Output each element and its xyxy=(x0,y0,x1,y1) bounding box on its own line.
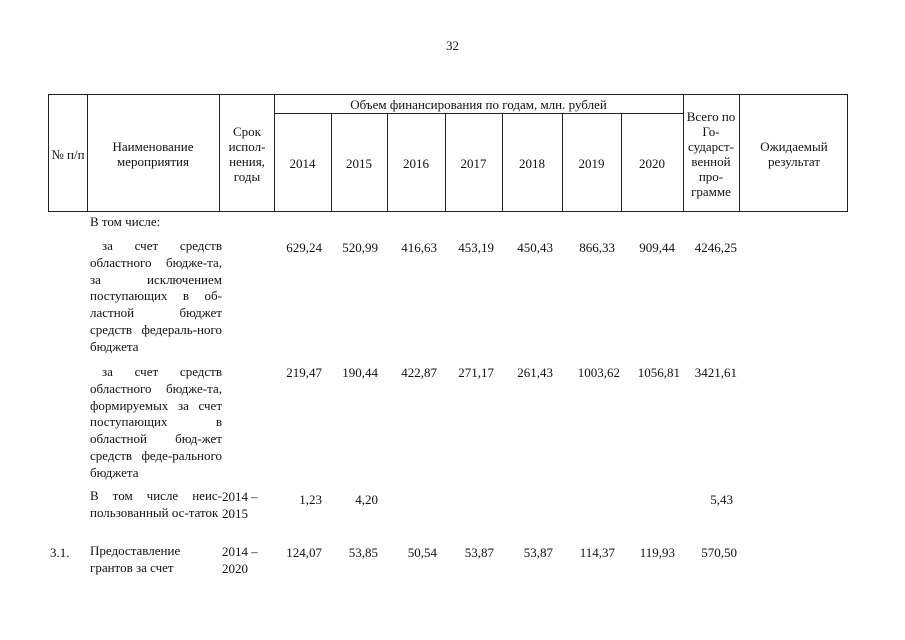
row-description: за счет средств областного бюдже-та, за исключением поступающих в об-ластной бюджет средств федераль-ного бюджета xyxy=(90,238,222,354)
row-description: Предоставление грантов за счет xyxy=(90,543,181,575)
header-year: 2019 xyxy=(578,155,605,171)
value-2020: 1056,81 xyxy=(637,365,680,380)
value-total: 570,50 xyxy=(701,545,737,560)
row-term: 2014 – 2020 xyxy=(222,544,258,576)
value-2014: 124,07 xyxy=(286,545,322,560)
value-2014: 1,23 xyxy=(299,492,322,507)
value-2016: 416,63 xyxy=(401,240,437,255)
including-label: В том числе: xyxy=(90,214,161,229)
value-2016: 50,54 xyxy=(407,545,437,560)
row-term: 2014 – 2015 xyxy=(222,489,258,521)
value-2018: 450,43 xyxy=(517,240,553,255)
value-2017: 53,87 xyxy=(464,545,494,560)
value-2015: 4,20 xyxy=(355,492,378,507)
row-description: В том числе неис-пользованный ос-таток xyxy=(90,488,222,520)
row-description: за счет средств областного бюдже-та, формируемых за счет поступающих в областной бюд-жет средств феде-рального бюджета xyxy=(90,364,222,480)
value-2017: 453,19 xyxy=(458,240,494,255)
header-term: Срок испол-нения, годы xyxy=(228,124,266,184)
header-funding: Объем финансирования по годам, млн. рублей xyxy=(350,96,607,112)
value-2019: 1003,62 xyxy=(577,365,620,380)
value-2014: 629,24 xyxy=(286,240,322,255)
value-total: 4246,25 xyxy=(694,240,737,255)
value-2018: 261,43 xyxy=(517,365,553,380)
value-2019: 114,37 xyxy=(579,545,615,560)
value-2015: 53,85 xyxy=(348,545,378,560)
row-number: 3.1. xyxy=(50,545,70,560)
header-year: 2015 xyxy=(346,155,372,171)
value-2015: 520,99 xyxy=(342,240,378,255)
header-year: 2016 xyxy=(403,155,429,171)
header-year: 2017 xyxy=(460,155,487,171)
page-number: 32 xyxy=(446,38,459,53)
header-year: 2020 xyxy=(639,155,665,171)
header-name: Наименование мероприятия xyxy=(112,139,194,169)
value-2020: 909,44 xyxy=(639,240,675,255)
value-2015: 190,44 xyxy=(342,365,378,380)
header-year: 2018 xyxy=(519,155,545,171)
value-2014: 219,47 xyxy=(286,365,322,380)
header-year: 2014 xyxy=(289,155,316,171)
header-total: Всего по Го-сударст-венной про-грамме xyxy=(686,109,736,199)
value-2016: 422,87 xyxy=(401,365,437,380)
value-2017: 271,17 xyxy=(458,365,494,380)
value-2018: 53,87 xyxy=(523,545,553,560)
value-total: 5,43 xyxy=(710,492,733,507)
value-total: 3421,61 xyxy=(694,365,737,380)
value-2019: 866,33 xyxy=(579,240,615,255)
table-header xyxy=(48,94,848,212)
header-no: № п/п xyxy=(51,146,85,162)
header-result: Ожидаемый результат xyxy=(760,139,828,169)
value-2020: 119,93 xyxy=(639,545,675,560)
